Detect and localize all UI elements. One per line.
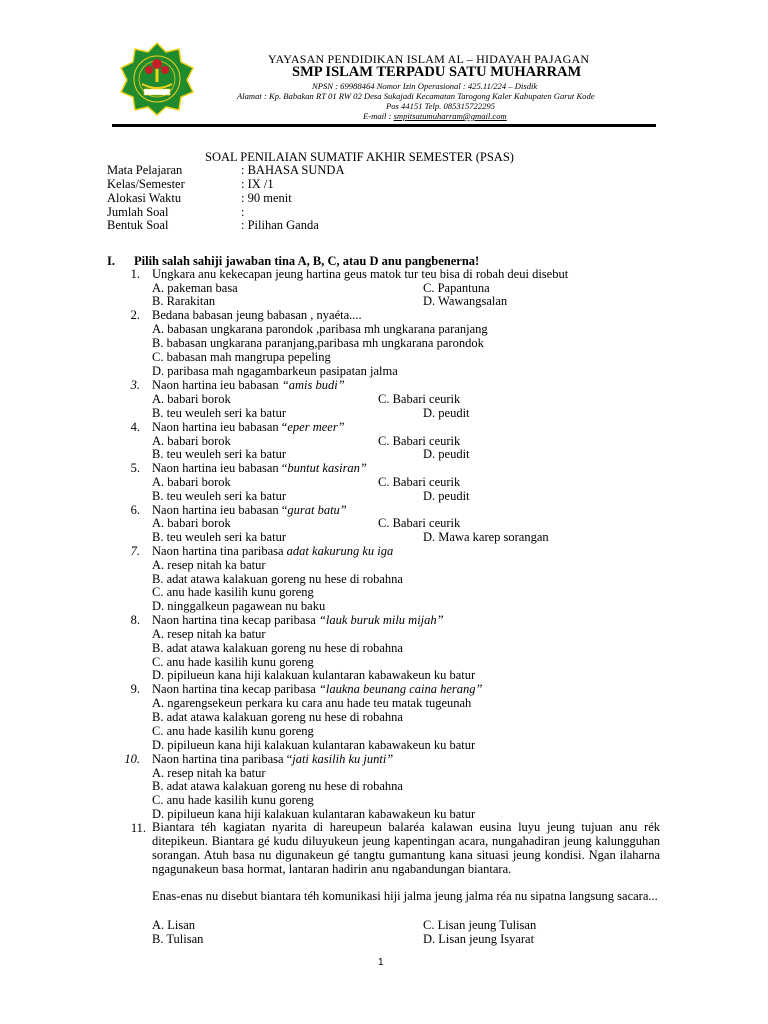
question-text: Enas-enas nu disebut biantara téh komunikasi hiji jalma jeung jalma réa nu sipatna langsung sacara... xyxy=(152,889,658,903)
question-number: 5. xyxy=(130,461,140,475)
option-b: B. adat atawa kalakuan goreng nu hese di robahna xyxy=(152,641,403,655)
option-a: A. babari borok xyxy=(152,392,231,406)
question-text: Naon hartina ieu babasan “buntut kasiran” xyxy=(152,461,367,475)
question-text: Naon hartina ieu babasan “gurat batu” xyxy=(152,503,347,517)
option-d: D. peudit xyxy=(423,489,470,503)
option-c: C. anu hade kasilih kunu goreng xyxy=(152,724,314,738)
option-d: D. Lisan jeung Isyarat xyxy=(423,932,535,946)
option-c: C. Babari ceurik xyxy=(378,434,461,448)
address-line: Alamat : Kp. Babakan RT 01 RW 02 Desa Sukajadi Kecamatan Tarogong Kaler Kabupaten Garut Kode xyxy=(237,91,595,101)
info-value: : Pilihan Ganda xyxy=(241,218,319,232)
option-a: A. Lisan xyxy=(152,918,196,932)
question-number: 10. xyxy=(124,752,140,766)
question-text: Naon hartina tina paribasa “jati kasilih ku junti” xyxy=(152,752,394,766)
question-text: Bedana babasan jeung babasan , nyaéta.... xyxy=(152,308,362,322)
school-logo xyxy=(118,42,196,116)
option-c: C. babasan mah mangrupa pepeling xyxy=(152,350,331,364)
option-c: C. Babari ceurik xyxy=(378,392,461,406)
postal-line: Pos 44151 Telp. 085315722295 xyxy=(386,101,496,111)
question-text: Naon hartina tina kecap paribasa “lauk buruk milu mijah” xyxy=(152,613,444,627)
info-label: Alokasi Waktu xyxy=(107,191,182,205)
option-d: D. pipilueun kana hiji kalakuan kulantaran kabawakeun ku batur xyxy=(152,807,476,821)
info-value: : BAHASA SUNDA xyxy=(241,163,345,177)
option-d: D. pipilueun kana hiji kalakuan kulantaran kabawakeun ku batur xyxy=(152,738,476,752)
question-number: 7. xyxy=(130,544,140,558)
option-b: B. babasan ungkarana paranjang,paribasa mh ungkarana parondok xyxy=(152,336,484,350)
reading-passage: Biantara téh kagiatan nyarita di hareupeun balaréa kalawan eusina luyu jeung tujuan anu rék ditepikeun. Biantara gé kudu diluyukeun jeung kapentingan acara, nungahadiran jeung kalungguhan sorangan. Atuh basa nu digunakeun gé tangtu gumantung kana situasi jeung kondisi. Ngan ilaharna ngagunakeun basa hormat, lantaran hadirin anu ngabandungan biantara. xyxy=(152,820,660,876)
option-c: C. Papantuna xyxy=(423,281,490,295)
option-b: B. Tulisan xyxy=(152,932,204,946)
option-a: A. resep nitah ka batur xyxy=(152,558,266,572)
question-number: 4. xyxy=(130,420,140,434)
option-a: A. ngarengsekeun perkara ku cara anu hade teu matak tugeunah xyxy=(152,696,472,710)
school-name: SMP ISLAM TERPADU SATU MUHARRAM xyxy=(292,64,582,80)
option-d: D. Mawa karep sorangan xyxy=(423,530,549,544)
header-rule xyxy=(112,124,656,127)
question-text: Naon hartina tina kecap paribasa “laukna beunang caina herang” xyxy=(152,682,483,696)
option-a: A. pakeman basa xyxy=(152,281,238,295)
question-text: Naon hartina ieu babasan “amis budi” xyxy=(152,378,345,392)
option-a: A. babasan ungkarana parondok ,paribasa mh ungkarana paranjang xyxy=(152,322,488,336)
option-a: A. babari borok xyxy=(152,434,231,448)
option-c: C. anu hade kasilih kunu goreng xyxy=(152,585,314,599)
option-b: B. adat atawa kalakuan goreng nu hese di robahna xyxy=(152,572,403,586)
info-value: : IX /1 xyxy=(241,177,274,191)
option-b: B. teu weuleh seri ka batur xyxy=(152,447,286,461)
section-number: I. xyxy=(107,254,115,268)
question-number: 1. xyxy=(130,267,140,281)
question-text: Naon hartina ieu babasan “eper meer” xyxy=(152,420,345,434)
option-a: A. babari borok xyxy=(152,516,231,530)
exam-title: SOAL PENILAIAN SUMATIF AKHIR SEMESTER (PSAS) xyxy=(205,150,514,164)
info-value: : xyxy=(241,205,245,219)
question-number: 6. xyxy=(130,503,140,517)
option-b: B. teu weuleh seri ka batur xyxy=(152,530,286,544)
option-c: C. Babari ceurik xyxy=(378,516,461,530)
foundation-name: YAYASAN PENDIDIKAN ISLAM AL – HIDAYAH PAJAGAN xyxy=(268,52,590,66)
option-a: A. resep nitah ka batur xyxy=(152,766,266,780)
option-d: D. ninggalkeun pagawean nu baku xyxy=(152,599,326,613)
question-text: Ungkara anu kekecapan jeung hartina geus matok tur teu bisa di robah deui disebut xyxy=(152,267,569,281)
question-number: 2. xyxy=(130,308,140,322)
info-label: Jumlah Soal xyxy=(107,205,169,219)
option-b: B. teu weuleh seri ka batur xyxy=(152,489,286,503)
option-b: B. adat atawa kalakuan goreng nu hese di robahna xyxy=(152,779,403,793)
option-a: A. resep nitah ka batur xyxy=(152,627,266,641)
section-instruction: Pilih salah sahiji jawaban tina A, B, C, atau D anu pangbenerna! xyxy=(134,254,480,268)
question-text: Naon hartina tina paribasa adat kakurung ku iga xyxy=(152,544,394,558)
info-label: Mata Pelajaran xyxy=(107,163,183,177)
info-label: Bentuk Soal xyxy=(107,218,169,232)
option-c: C. Lisan jeung Tulisan xyxy=(423,918,537,932)
option-c: C. Babari ceurik xyxy=(378,475,461,489)
npsn-line: NPSN : 69988464 Nomor Izin Operasional : 425.11/224 – Disdik xyxy=(312,81,538,91)
question-number: 3. xyxy=(130,378,140,392)
info-label: Kelas/Semester xyxy=(107,177,185,191)
option-d: D. paribasa mah ngagambarkeun pasipatan jalma xyxy=(152,364,398,378)
info-value: : 90 menit xyxy=(241,191,292,205)
option-b: B. teu weuleh seri ka batur xyxy=(152,406,286,420)
option-c: C. anu hade kasilih kunu goreng xyxy=(152,655,314,669)
option-d: D. pipilueun kana hiji kalakuan kulantaran kabawakeun ku batur xyxy=(152,668,476,682)
option-d: D. Wawangsalan xyxy=(423,294,508,308)
question-number: 8. xyxy=(130,613,140,627)
option-b: B. adat atawa kalakuan goreng nu hese di robahna xyxy=(152,710,403,724)
question-number: 11. xyxy=(130,821,146,835)
option-b: B. Rarakitan xyxy=(152,294,216,308)
email-line: E-mail : smpitsatumuharram@gmail.com xyxy=(363,111,507,121)
email-link[interactable]: smpitsatumuharram@gmail.com xyxy=(393,111,507,121)
question-number: 9. xyxy=(130,682,140,696)
option-a: A. babari borok xyxy=(152,475,231,489)
option-d: D. peudit xyxy=(423,447,470,461)
option-d: D. peudit xyxy=(423,406,470,420)
option-c: C. anu hade kasilih kunu goreng xyxy=(152,793,314,807)
page-number: 1 xyxy=(378,957,384,968)
